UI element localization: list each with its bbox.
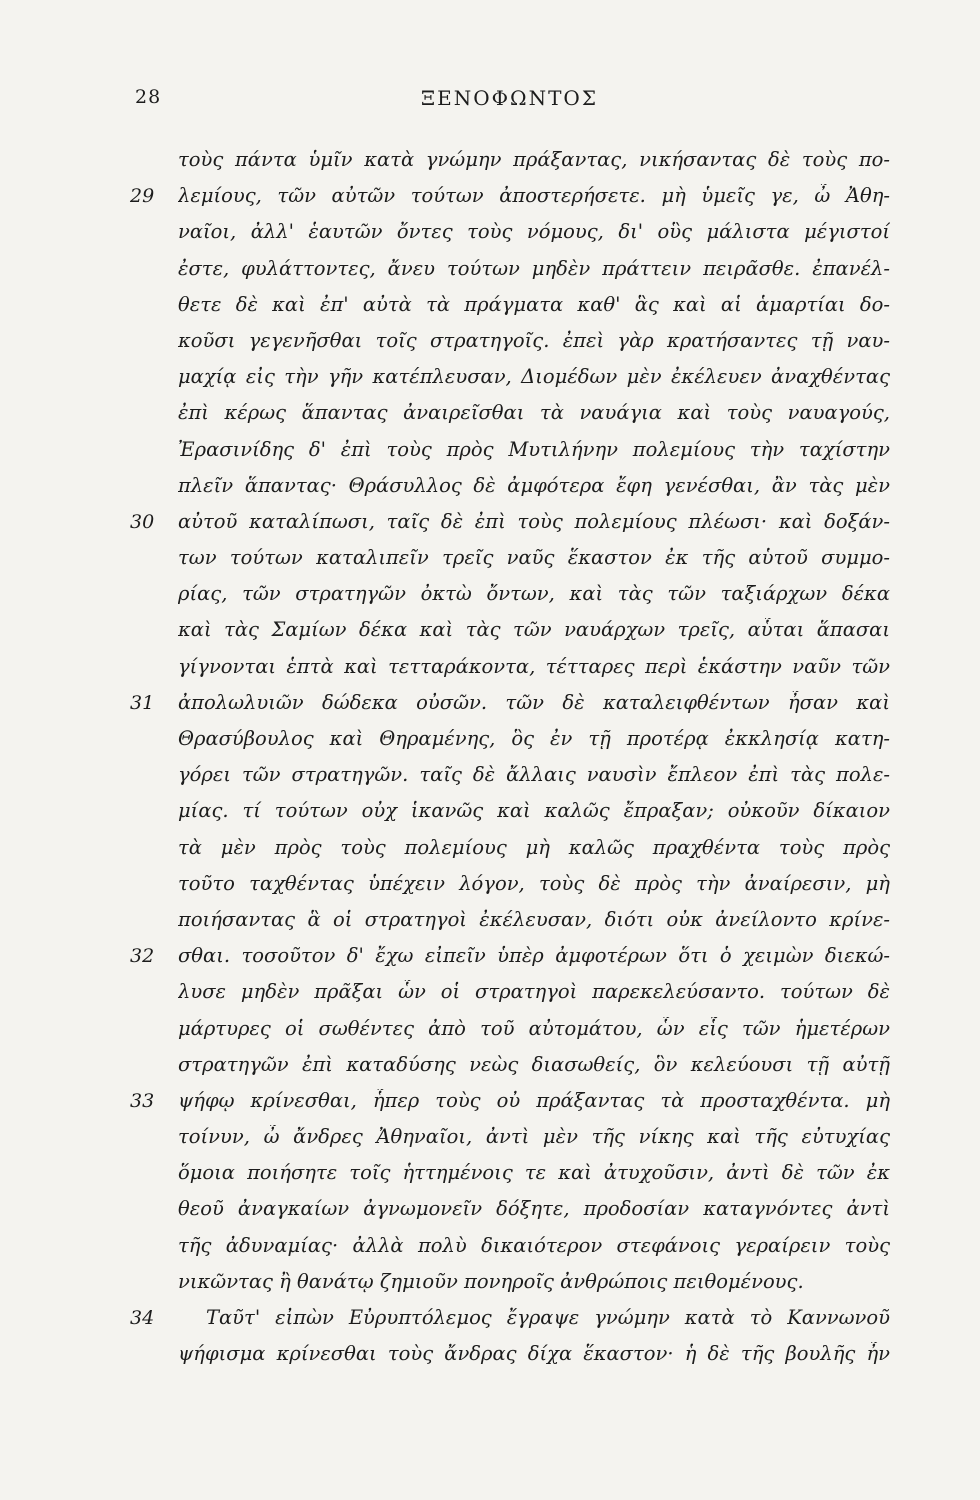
text-line [130, 691, 890, 727]
page-number: 28 [135, 86, 162, 108]
line-text: ὅμοια ποιήσητε τοῖς ἡττημένοις τε καὶ ἀτυχοῦσιν, ἀντὶ δὲ τῶν ἐκ [178, 1161, 890, 1185]
line-text: Ταῦτ' εἰπὼν Εὐρυπτόλεμος ἔγραψε γνώμην κατὰ τὸ Καννωνοῦ [206, 1306, 890, 1329]
line-text: θεοῦ ἀναγκαίων ἀγνωμονεῖν δόξητε, προδοσίαν καταγνόντες ἀντὶ [178, 1197, 890, 1221]
line-text: καὶ τὰς Σαμίων δέκα καὶ τὰς τῶν ναυάρχων τρεῖς, αὗται ἅπασαι [178, 618, 890, 642]
line-text: τοὺς πάντα ὑμῖν κατὰ γνώμην πράξαντας, νικήσαντας δὲ τοὺς πο- [178, 148, 890, 171]
text-line [130, 872, 890, 908]
text-line [130, 763, 890, 799]
page-header [135, 86, 884, 116]
text-line [130, 438, 890, 474]
text-line [130, 1053, 890, 1089]
line-text: ἀπολωλυιῶν δώδεκα οὐσῶν. τῶν δὲ καταλειφθέντων ἦσαν καὶ [178, 690, 890, 714]
greek-text-body [130, 148, 890, 1378]
line-text: θετε δὲ καὶ ἐπ' αὐτὰ τὰ πράγματα καθ' ἃς καὶ αἱ ἁμαρτίαι δο- [178, 292, 890, 316]
text-line [130, 944, 890, 980]
text-line [130, 293, 890, 329]
text-line [130, 510, 890, 546]
section-number: 32 [130, 945, 155, 968]
line-text: αὐτοῦ καταλίπωσι, ταῖς δὲ ἐπὶ τοὺς πολεμίους πλέωσι· καὶ δοξάν- [178, 509, 890, 533]
text-line [130, 329, 890, 365]
line-text: ρίας, τῶν στρατηγῶν ὀκτὼ ὄντων, καὶ τὰς τῶν ταξιάρχων δέκα [178, 582, 890, 606]
text-line [130, 1089, 890, 1125]
text-line [130, 1125, 890, 1161]
section-number: 34 [130, 1307, 155, 1329]
text-line [130, 727, 890, 763]
line-text: νικῶντας ἢ θανάτῳ ζημιοῦν πονηροῖς ἀνθρώποις πειθομένους. [178, 1269, 804, 1293]
line-text: μαχίᾳ εἰς τὴν γῆν κατέπλευσαν, Διομέδων μὲν ἐκέλευεν ἀναχθέντας [178, 365, 890, 389]
text-line [130, 474, 890, 510]
text-line [130, 582, 890, 618]
line-text: τοῦτο ταχθέντας ὑπέχειν λόγον, τοὺς δὲ πρὸς τὴν ἀναίρεσιν, μὴ [178, 871, 890, 895]
line-text: τὰ μὲν πρὸς τοὺς πολεμίους μὴ καλῶς πραχθέντα τοὺς πρὸς [178, 835, 890, 859]
line-text: ποιήσαντας ἃ οἱ στρατηγοὶ ἐκέλευσαν, διότι οὐκ ἀνείλοντο κρίνε- [178, 907, 890, 931]
line-text: κοῦσι γεγενῆσθαι τοῖς στρατηγοῖς. ἐπεὶ γὰρ κρατήσαντες τῇ ναυ- [178, 328, 890, 352]
text-line [130, 401, 890, 437]
text-line [130, 1161, 890, 1197]
section-number: 31 [130, 691, 155, 714]
line-text: ἐπὶ κέρως ἅπαντας ἀναιρεῖσθαι τὰ ναυάγια καὶ τοὺς ναυαγούς, [178, 401, 890, 425]
text-line [130, 1342, 890, 1378]
text-line [130, 908, 890, 944]
line-text: λυσε μηδὲν πρᾶξαι ὧν οἱ στρατηγοὶ παρεκελεύσαντο. τούτων δὲ [178, 980, 890, 1004]
text-line [130, 220, 890, 256]
text-line [130, 546, 890, 582]
line-text: γόρει τῶν στρατηγῶν. ταῖς δὲ ἄλλαις ναυσὶν ἔπλεον ἐπὶ τὰς πολε- [178, 763, 890, 787]
text-line [130, 1270, 890, 1306]
text-line [130, 799, 890, 835]
text-line [130, 655, 890, 691]
line-text: σθαι. τοσοῦτον δ' ἔχω εἰπεῖν ὑπὲρ ἀμφοτέρων ὅτι ὁ χειμὼν διεκώ- [178, 944, 890, 968]
line-text: μίας. τί τούτων οὐχ ἱκανῶς καὶ καλῶς ἔπραξαν; οὐκοῦν δίκαιον [178, 799, 890, 823]
running-title: ΞΕΝΟΦΩΝΤΟΣ [421, 86, 598, 110]
text-line [130, 1234, 890, 1270]
line-text: ἐστε, φυλάττοντες, ἄνευ τούτων μηδὲν πράττειν πειρᾶσθε. ἐπανέλ- [178, 256, 890, 280]
line-text: μάρτυρες οἱ σωθέντες ἀπὸ τοῦ αὐτομάτου, ὧν εἷς τῶν ἡμετέρων [178, 1016, 890, 1040]
line-text: ψήφισμα κρίνεσθαι τοὺς ἄνδρας δίχα ἕκαστον· ἡ δὲ τῆς βουλῆς ἦν [178, 1342, 890, 1366]
text-line [130, 257, 890, 293]
section-number: 33 [130, 1089, 155, 1112]
section-number: 29 [130, 185, 155, 208]
section-number: 30 [130, 510, 155, 533]
text-line [130, 1197, 890, 1233]
line-text: λεμίους, τῶν αὐτῶν τούτων ἀποστερήσετε. μὴ ὑμεῖς γε, ὦ Ἀθη- [178, 184, 890, 208]
text-line [130, 980, 890, 1016]
text-line [130, 1306, 890, 1342]
text-line [130, 836, 890, 872]
line-text: ναῖοι, ἀλλ' ἑαυτῶν ὄντες τοὺς νόμους, δι' οὓς μάλιστα μέγιστοί [178, 220, 890, 244]
text-line [130, 365, 890, 401]
text-line [130, 1017, 890, 1053]
line-text: Ἐρασινίδης δ' ἐπὶ τοὺς πρὸς Μυτιλήνην πολεμίους τὴν ταχίστην [178, 437, 890, 461]
line-text: γίγνονται ἑπτὰ καὶ τετταράκοντα, τέτταρες περὶ ἑκάστην ναῦν τῶν [178, 654, 890, 678]
line-text: τοίνυν, ὦ ἄνδρες Ἀθηναῖοι, ἀντὶ μὲν τῆς νίκης καὶ τῆς εὐτυχίας [178, 1125, 890, 1149]
line-text: ψήφῳ κρίνεσθαι, ἧπερ τοὺς οὐ πράξαντας τὰ προσταχθέντα. μὴ [178, 1088, 890, 1112]
line-text: στρατηγῶν ἐπὶ καταδύσης νεὼς διασωθείς, ὃν κελεύουσι τῇ αὐτῇ [178, 1052, 890, 1076]
line-text: πλεῖν ἅπαντας· Θράσυλλος δὲ ἀμφότερα ἔφη γενέσθαι, ἂν τὰς μὲν [178, 473, 890, 497]
line-text: Θρασύβουλος καὶ Θηραμένης, ὃς ἐν τῇ προτέρᾳ ἐκκλησίᾳ κατη- [178, 727, 890, 750]
text-line [130, 618, 890, 654]
text-line [130, 184, 890, 220]
line-text: των τούτων καταλιπεῖν τρεῖς ναῦς ἕκαστον ἐκ τῆς αὑτοῦ συμμο- [178, 546, 890, 570]
line-text: τῆς ἀδυναμίας· ἀλλὰ πολὺ δικαιότερον στεφάνοις γεραίρειν τοὺς [178, 1233, 890, 1257]
text-line [130, 148, 890, 184]
